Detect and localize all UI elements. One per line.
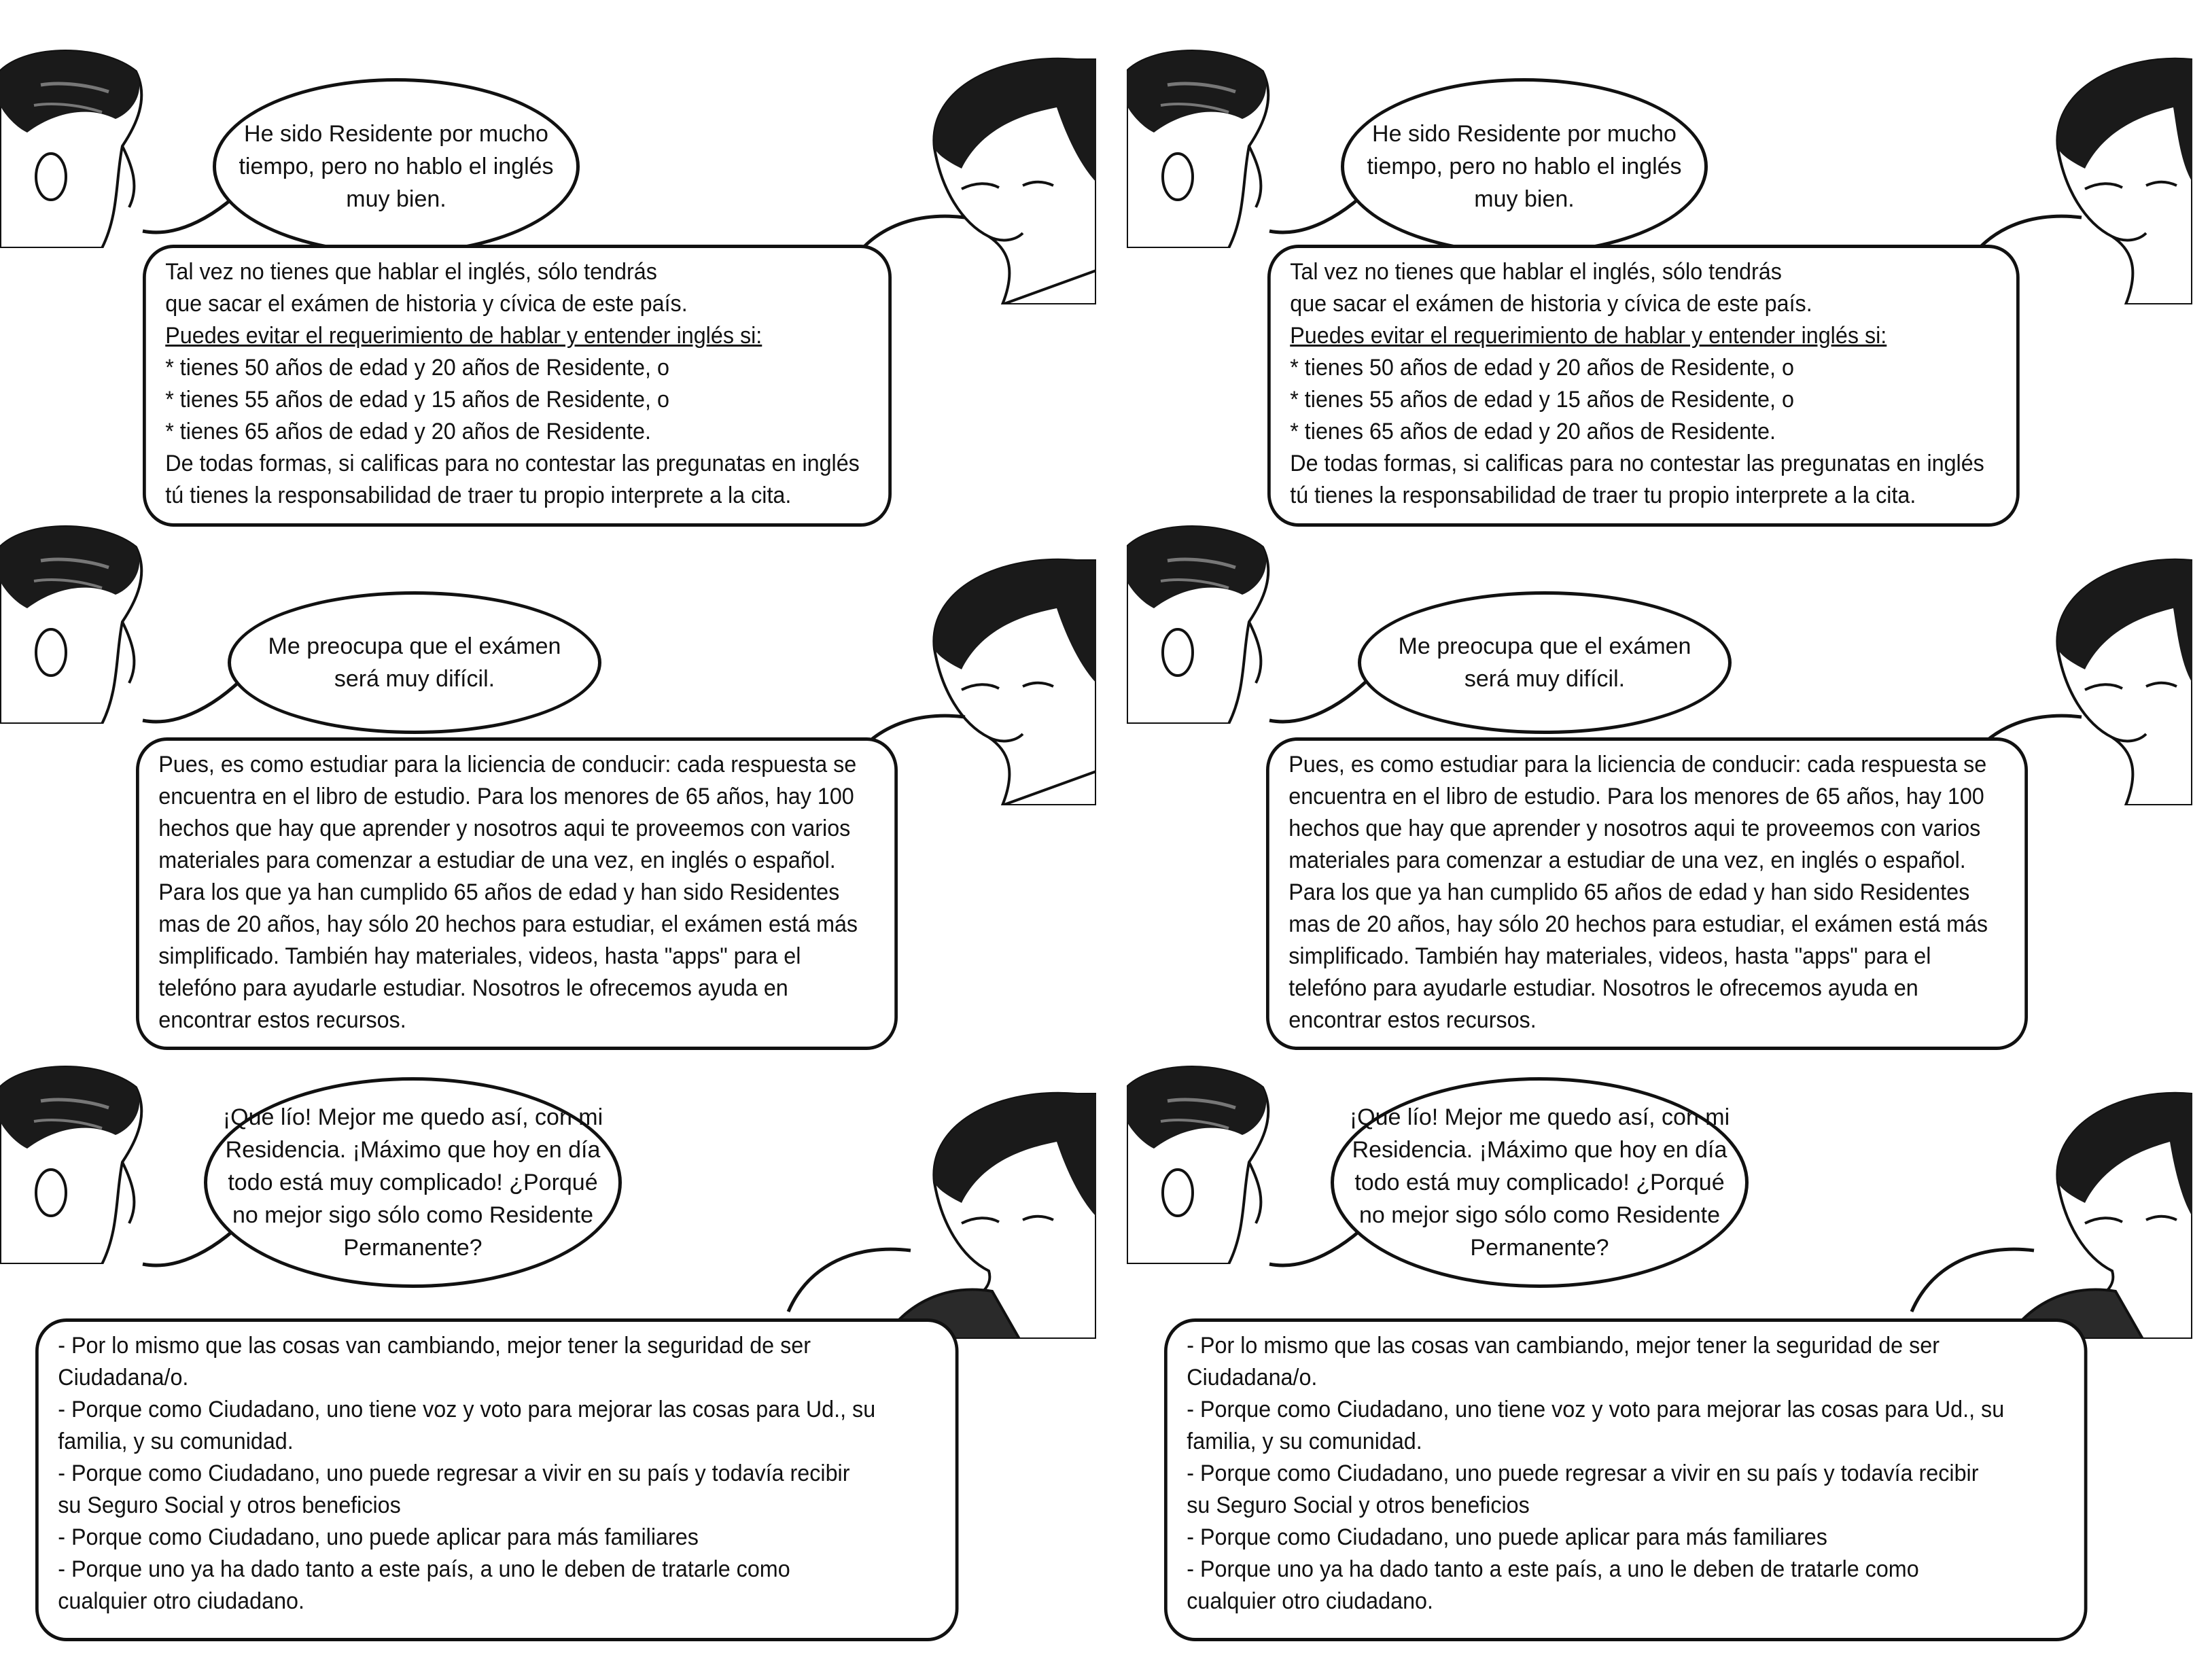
man-speech-text: He sido Residente por mucho tiempo, pero no hablo el inglés muy bien. <box>239 121 554 212</box>
woman-speech-line: simplificado. También hay materiales, videos, hasta "apps" para el <box>158 943 801 969</box>
woman-speech-line: encuentra en el libro de estudio. Para los menores de 65 años, hay 100 <box>1288 784 1984 809</box>
woman-speech-line: hechos que hay que aprender y nosotros aqui te proveemos con varios <box>158 816 851 841</box>
woman-speech-line: telefóno para ayudarle estudiar. Nosotros le ofrecemos ayuda en <box>158 975 788 1001</box>
woman-speech-line: - Porque uno ya ha dado tanto a este país, a uno le deben de tratarle como <box>58 1556 790 1582</box>
woman-speech-line: - Por lo mismo que las cosas van cambiando, mejor tener la seguridad de ser <box>58 1333 811 1359</box>
man-speech-bubble <box>1341 78 1708 255</box>
man-portrait-icon <box>0 44 156 248</box>
comic-panel-1 <box>1096 0 2192 537</box>
woman-speech-line: - Porque como Ciudadano, uno puede aplicar para más familiares <box>1187 1524 1827 1550</box>
woman-speech-line: encontrar estos recursos. <box>1288 1007 1537 1033</box>
woman-speech-line: * tienes 50 años de edad y 20 años de Residente, o <box>165 355 669 381</box>
comic-panel-2 <box>1096 517 2192 1060</box>
woman-speech-line: cualquier otro ciudadano. <box>58 1588 304 1614</box>
woman-speech-line: * tienes 65 años de edad y 20 años de Residente. <box>1290 419 1776 444</box>
man-speech-bubble <box>204 1077 622 1288</box>
woman-speech-line: Pues, es como estudiar para la liciencia de conducir: cada respuesta se <box>158 752 857 777</box>
woman-speech-line: Para los que ya han cumplido 65 años de edad y han sido Residentes <box>158 879 840 905</box>
speech-tail <box>782 1237 917 1318</box>
woman-speech-line: hechos que hay que aprender y nosotros aqui te proveemos con varios <box>1288 816 1981 841</box>
man-speech-bubble <box>1331 1077 1749 1288</box>
man-speech-text: He sido Residente por mucho tiempo, pero no hablo el inglés muy bien. <box>1367 121 1682 212</box>
woman-speech-line: Puedes evitar el requerimiento de hablar y entender inglés si: <box>1290 323 1887 349</box>
woman-speech-line: - Porque uno ya ha dado tanto a este país, a uno le deben de tratarle como <box>1187 1556 1919 1582</box>
woman-speech-line: familia, y su comunidad. <box>1187 1429 1422 1454</box>
speech-tail <box>1905 1237 2041 1318</box>
woman-speech-line: que sacar el exámen de historia y cívica de este país. <box>165 291 688 317</box>
woman-speech-line: - Porque como Ciudadano, uno tiene voz y voto para mejorar las cosas para Ud., su <box>1187 1397 2005 1422</box>
woman-speech-line: Puedes evitar el requerimiento de hablar y entender inglés si: <box>165 323 762 349</box>
woman-speech-line: * tienes 50 años de edad y 20 años de Residente, o <box>1290 355 1794 381</box>
comic-panel-3 <box>0 1060 1096 1680</box>
man-portrait-icon <box>1127 44 1283 248</box>
woman-speech-line: Pues, es como estudiar para la liciencia de conducir: cada respuesta se <box>1288 752 1987 777</box>
man-speech-bubble <box>1358 591 1732 734</box>
woman-speech-line: encuentra en el libro de estudio. Para los menores de 65 años, hay 100 <box>158 784 854 809</box>
woman-speech-box <box>1266 737 2028 1050</box>
woman-speech-line: telefóno para ayudarle estudiar. Nosotros le ofrecemos ayuda en <box>1288 975 1918 1001</box>
woman-speech-line: - Porque como Ciudadano, uno puede aplicar para más familiares <box>58 1524 699 1550</box>
woman-speech-box <box>35 1318 959 1641</box>
woman-speech-line: cualquier otro ciudadano. <box>1187 1588 1433 1614</box>
woman-speech-box <box>1267 245 2020 527</box>
woman-speech-line: familia, y su comunidad. <box>58 1429 294 1454</box>
comic-column-right <box>1096 0 2192 1680</box>
comic-column-left <box>0 0 1096 1680</box>
woman-speech-line: Para los que ya han cumplido 65 años de edad y han sido Residentes <box>1288 879 1970 905</box>
comic-panel-1 <box>0 0 1096 537</box>
woman-speech-line: materiales para comenzar a estudiar de una vez, en inglés o español. <box>1288 847 1966 873</box>
man-speech-bubble <box>228 591 601 734</box>
woman-speech-line: su Seguro Social y otros beneficios <box>1187 1492 1530 1518</box>
woman-speech-line: - Porque como Ciudadano, uno puede regresar a vivir en su país y todavía recibir <box>58 1460 850 1486</box>
woman-speech-line: * tienes 55 años de edad y 15 años de Residente, o <box>1290 387 1794 413</box>
woman-speech-line: materiales para comenzar a estudiar de una vez, en inglés o español. <box>158 847 836 873</box>
man-speech-text: Me preocupa que el exámen será muy difícil. <box>1398 633 1691 692</box>
woman-speech-line: - Por lo mismo que las cosas van cambiando, mejor tener la seguridad de ser <box>1187 1333 1940 1359</box>
woman-speech-line: tú tienes la responsabilidad de traer tu propio interprete a la cita. <box>165 483 792 508</box>
comic-panel-3 <box>1096 1060 2192 1680</box>
man-portrait-icon <box>0 1060 156 1264</box>
man-portrait-icon <box>0 520 156 724</box>
woman-speech-line: Tal vez no tienes que hablar el inglés, sólo tendrás <box>165 259 657 285</box>
woman-speech-line: Ciudadana/o. <box>1187 1365 1318 1390</box>
man-speech-text: ¡Que lío! Mejor me quedo así, con mi Residencia. ¡Máximo que hoy en día todo está muy complicado! ¿Porqué no mejor sigo sólo como Residente Permanente? <box>222 1104 603 1261</box>
woman-speech-line: - Porque como Ciudadano, uno tiene voz y voto para mejorar las cosas para Ud., su <box>58 1397 876 1422</box>
comic-panel-2 <box>0 517 1096 1060</box>
man-speech-text: ¡Que lío! Mejor me quedo así, con mi Residencia. ¡Máximo que hoy en día todo está muy complicado! ¿Porqué no mejor sigo sólo como Residente Permanente? <box>1349 1104 1730 1261</box>
woman-speech-box <box>143 245 892 527</box>
man-speech-bubble <box>213 78 580 255</box>
woman-speech-line: De todas formas, si calificas para no contestar las pregunatas en inglés <box>165 451 860 476</box>
woman-speech-line: De todas formas, si calificas para no contestar las pregunatas en inglés <box>1290 451 1984 476</box>
woman-speech-line: encontrar estos recursos. <box>158 1007 406 1033</box>
woman-speech-line: Tal vez no tienes que hablar el inglés, sólo tendrás <box>1290 259 1782 285</box>
woman-speech-line: * tienes 65 años de edad y 20 años de Residente. <box>165 419 651 444</box>
man-portrait-icon <box>1127 1060 1283 1264</box>
man-speech-text: Me preocupa que el exámen será muy difícil. <box>268 633 561 692</box>
woman-speech-line: tú tienes la responsabilidad de traer tu propio interprete a la cita. <box>1290 483 1916 508</box>
woman-speech-line: - Porque como Ciudadano, uno puede regresar a vivir en su país y todavía recibir <box>1187 1460 1979 1486</box>
woman-speech-line: simplificado. También hay materiales, videos, hasta "apps" para el <box>1288 943 1931 969</box>
man-portrait-icon <box>1127 520 1283 724</box>
woman-speech-line: su Seguro Social y otros beneficios <box>58 1492 401 1518</box>
woman-speech-box <box>1164 1318 2088 1641</box>
woman-speech-line: * tienes 55 años de edad y 15 años de Residente, o <box>165 387 669 413</box>
woman-speech-line: que sacar el exámen de historia y cívica de este país. <box>1290 291 1812 317</box>
woman-speech-line: mas de 20 años, hay sólo 20 hechos para estudiar, el exámen está más <box>1288 911 1988 937</box>
woman-speech-line: Ciudadana/o. <box>58 1365 189 1390</box>
woman-speech-line: mas de 20 años, hay sólo 20 hechos para estudiar, el exámen está más <box>158 911 858 937</box>
woman-speech-box <box>136 737 898 1050</box>
